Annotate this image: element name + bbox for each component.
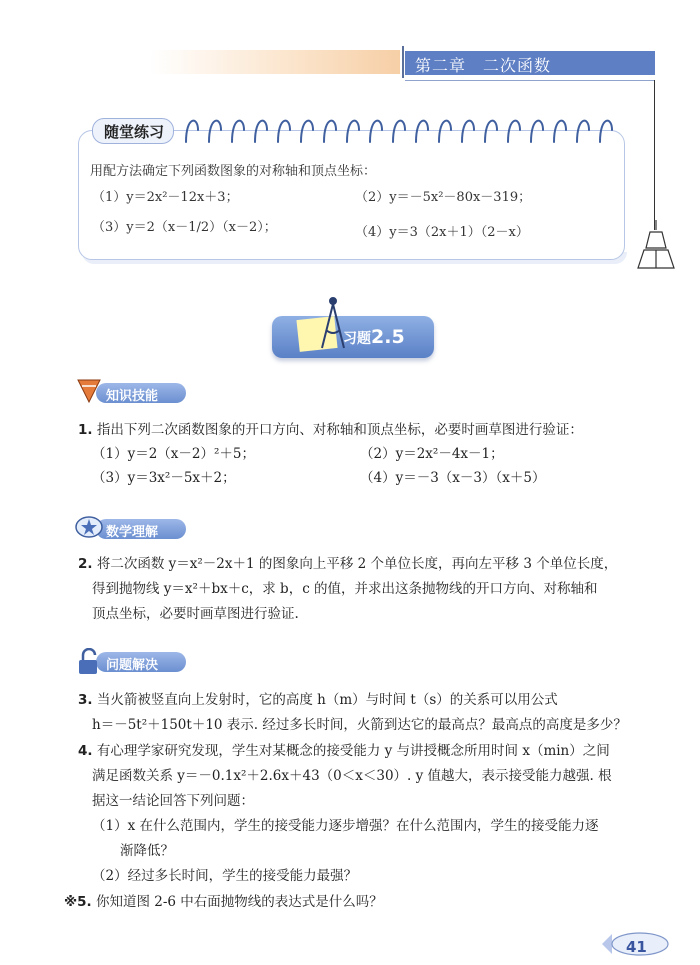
exercise-item: （1）y＝2x²－12x＋3；: [92, 190, 239, 205]
question-text: 得到抛物线 y＝x²＋bx＋c，求 b，c 的值，并求出这条抛物线的开口方向、对称轴和: [92, 581, 598, 597]
exercise-item: （4）y＝3（2x＋1）（2－x）: [355, 225, 529, 240]
question-1-item: （4）y＝－3（x－3）（x＋5）: [360, 470, 546, 486]
chapter-title: 第二章 二次函数: [415, 56, 552, 75]
badge-number: 2.5: [371, 326, 405, 348]
question-text: 顶点坐标，必要时画草图进行验证.: [92, 606, 299, 622]
question-text: 有心理学家研究发现，学生对某概念的接受能力 y 与讲授概念所用时间 x（min）之间: [96, 743, 610, 759]
badge-label: 习题: [343, 331, 371, 347]
header-gradient-band: [150, 50, 400, 74]
question-subitem: 渐降低？: [120, 843, 174, 859]
question-text: 当火箭被竖直向上发射时，它的高度 h（m）与时间 t（s）的关系可以用公式: [96, 692, 558, 708]
question-1-item: （2）y＝2x²－4x－1；: [360, 446, 504, 462]
problem-section-label: 问题解决: [106, 658, 159, 673]
exercise-title: 随堂练习: [104, 123, 165, 141]
header-divider: [402, 46, 404, 78]
side-rule: [654, 80, 655, 230]
question-subitem: （1）x 在什么范围内，学生的接受能力逐步增强？在什么范围内，学生的接受能力逐: [92, 818, 599, 834]
question-number: 1.: [78, 422, 93, 438]
question-text: 满足函数关系 y＝－0.1x²＋2.6x＋43（0＜x＜30）. y 值越大，表示接受能力越强. 根: [92, 768, 612, 784]
question-3: [78, 688, 558, 708]
question-number: 2.: [78, 556, 93, 572]
question-4: [78, 739, 610, 759]
question-text: 据这一结论回答下列问题：: [92, 793, 254, 809]
question-1: [78, 418, 583, 438]
tower-icon: [636, 220, 676, 270]
question-text: 你知道图 2-6 中右面抛物线的表达式是什么吗？: [95, 894, 383, 910]
question-1-item: （3）y＝3x²－5x＋2；: [92, 470, 236, 486]
padlock-icon: [76, 648, 102, 676]
question-text: h＝－5t²＋150t＋10 表示. 经过多长时间，火箭到达它的最高点？最高点的高度是多少？: [92, 717, 627, 733]
question-subitem: （2）经过多长时间，学生的接受能力最强？: [92, 868, 358, 884]
question-text: 指出下列二次函数图象的开口方向、对称轴和顶点坐标，必要时画草图进行验证：: [96, 422, 583, 438]
question-text: 将二次函数 y＝x²－2x＋1 的图象向上平移 2 个单位长度，再向左平移 3 个单位长度，: [96, 556, 618, 572]
question-number: ※5.: [64, 894, 92, 910]
knowledge-section-label: 知识技能: [106, 389, 159, 404]
header-rule: [405, 80, 655, 81]
math-section-label: 数学理解: [106, 525, 159, 540]
exercise-item: （3）y＝2（x－1/2）（x－2）；: [92, 220, 277, 235]
star-bubble-icon: [74, 514, 104, 540]
exercise-intro: 用配方法确定下列函数图象的对称轴和顶点坐标：: [90, 164, 377, 179]
spiral-binding-icon: [180, 112, 620, 146]
exercise-item: （2）y＝－5x²－80x－319；: [355, 190, 532, 205]
section-badge-label: [343, 326, 405, 348]
question-number: 4.: [78, 743, 93, 759]
question-number: 3.: [78, 692, 93, 708]
question-1-item: （1）y＝2（x－2）²＋5；: [92, 446, 256, 462]
pencil-tip-icon: [76, 376, 102, 404]
question-5: [64, 890, 383, 910]
question-2: [78, 552, 617, 572]
page-number: 41: [626, 938, 647, 956]
